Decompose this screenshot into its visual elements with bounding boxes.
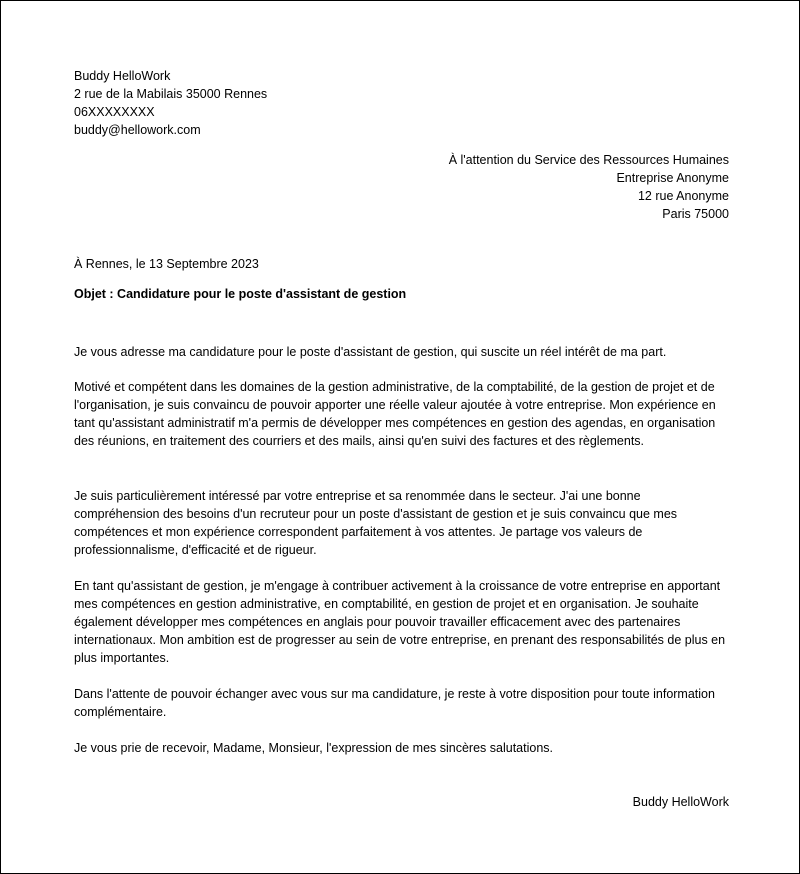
body-paragraph-3: Je suis particulièrement intéressé par votre entreprise et sa renommée dans le secteur. J'ai une bonne compréhension des besoins d'un recruteur pour un poste d'assistant de gestion et je suis convaincu que mes compétences et mon expérience correspondent parfaitement à vos attentes. Je partage vos valeurs de professionnalisme, d'efficacité et de rigueur. xyxy=(74,489,678,557)
sender-email: buddy@hellowork.com xyxy=(74,123,201,137)
body-paragraph-4: En tant qu'assistant de gestion, je m'engage à contribuer activement à la croissance de votre entreprise en apportant mes compétences en gestion administrative, en comptabilité, en gestion de projet et en organisation. Je souhaite également développer mes compétences en anglais pour pouvoir travailler efficacement avec des partenaires internationaux. Mon ambition est de progresser au sein de votre entreprise, en prenant des responsabilités de plus en plus importantes. xyxy=(74,579,726,665)
recipient-street: 12 rue Anonyme xyxy=(637,189,729,203)
recipient-attention: À l'attention du Service des Ressources Humaines xyxy=(448,153,729,167)
signature: Buddy HelloWork xyxy=(632,795,729,809)
sender-address: 2 rue de la Mabilais 35000 Rennes xyxy=(74,87,268,101)
sender-block xyxy=(74,67,729,139)
sender-phone: 06XXXXXXXX xyxy=(74,105,155,119)
place-date: À Rennes, le 13 Septembre 2023 xyxy=(74,257,259,271)
recipient-company: Entreprise Anonyme xyxy=(616,171,729,185)
letter-subject: Objet : Candidature pour le poste d'assistant de gestion xyxy=(74,287,407,301)
sender-name: Buddy HelloWork xyxy=(74,69,171,83)
body-paragraph-1: Je vous adresse ma candidature pour le poste d'assistant de gestion, qui suscite un réel intérêt de ma part. xyxy=(74,345,667,359)
recipient-city: Paris 75000 xyxy=(662,207,729,221)
body-paragraph-2: Motivé et compétent dans les domaines de la gestion administrative, de la comptabilité, de la gestion de projet et de l'organisation, je suis convaincu de pouvoir apporter une réelle valeur ajoutée à votre entreprise. Mon expérience en tant qu'assistant administratif m'a permis de développer mes compétences en gestion des agendas, en organisation des réunions, en traitement des courriers et des mails, ainsi qu'en suivi des factures et des règlements. xyxy=(74,380,716,448)
body-paragraph-5: Dans l'attente de pouvoir échanger avec vous sur ma candidature, je reste à votre disposition pour toute information complémentaire. xyxy=(74,687,715,719)
recipient-block xyxy=(74,151,729,223)
closing-paragraph: Je vous prie de recevoir, Madame, Monsieur, l'expression de mes sincères salutations. xyxy=(74,741,554,755)
